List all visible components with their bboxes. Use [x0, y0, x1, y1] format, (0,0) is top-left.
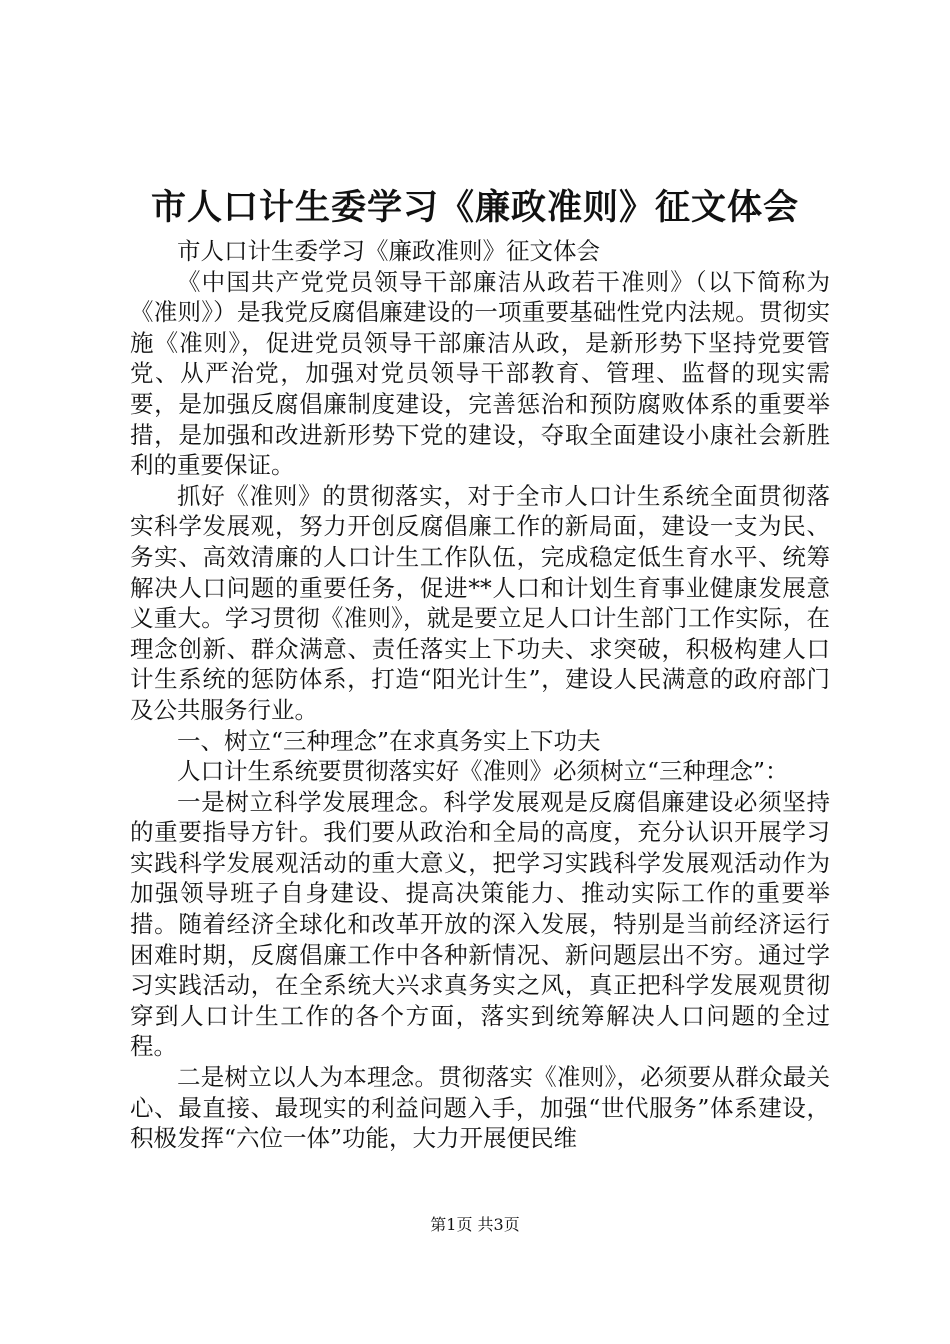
paragraph: 抓好《准则》的贯彻落实，对于全市人口计生系统全面贯彻落实科学发展观，努力开创反腐倡廉工作的新局面，建设一支为民、务实、高效清廉的人口计生工作队伍，完成稳定低生育水平、统筹解决人口问题的重要任务，促进**人口和计划生育事业健康发展意义重大。学习贯彻《准则》，就是要立足人口计生部门工作实际，在理念创新、群众满意、责任落实上下功夫、求突破，积极构建人口计生系统的惩防体系，打造“阳光计生”，建设人民满意的政府部门及公共服务行业。 [130, 481, 830, 724]
page-number-footer: 第1页 共3页 [430, 1215, 520, 1234]
paragraph: 二是树立以人为本理念。贯彻落实《准则》，必须要从群众最关心、最直接、最现实的利益问题入手，加强“世代服务”体系建设，积极发挥“六位一体”功能，大力开展便民维 [130, 1063, 830, 1153]
document-title: 市人口计生委学习《廉政准则》征文体会 [150, 187, 799, 228]
paragraph: 一是树立科学发展理念。科学发展观是反腐倡廉建设必须坚持的重要指导方针。我们要从政治和全局的高度，充分认识开展学习实践科学发展观活动的重大意义，把学习实践科学发展观活动作为加强领导班子自身建设、提高决策能力、推动实际工作的重要举措。随着经济全球化和改革开放的深入发展，特别是当前经济运行困难时期，反腐倡廉工作中各种新情况、新问题层出不穷。通过学习实践活动，在全系统大兴求真务实之风，真正把科学发展观贯彻穿到人口计生工作的各个方面，落实到统筹解决人口问题的全过程。 [130, 787, 830, 1061]
section-heading: 一、树立“三种理念”在求真务实上下功夫 [177, 726, 601, 755]
paragraph: 人口计生系统要贯彻落实好《准则》必须树立“三种理念”： [177, 757, 789, 786]
document-body [130, 236, 830, 1154]
document-subtitle: 市人口计生委学习《廉政准则》征文体会 [177, 237, 600, 265]
paragraph: 《中国共产党党员领导干部廉洁从政若干准则》（以下简称为《准则》）是我党反腐倡廉建设的一项重要基础性党内法规。贯彻实施《准则》，促进党员领导干部廉洁从政，是新形势下坚持党要管党、从严治党，加强对党员领导干部教育、管理、监督的现实需要，是加强反腐倡廉制度建设，完善惩治和预防腐败体系的重要举措，是加强和改进新形势下党的建设，夺取全面建设小康社会新胜利的重要保证。 [130, 267, 830, 480]
